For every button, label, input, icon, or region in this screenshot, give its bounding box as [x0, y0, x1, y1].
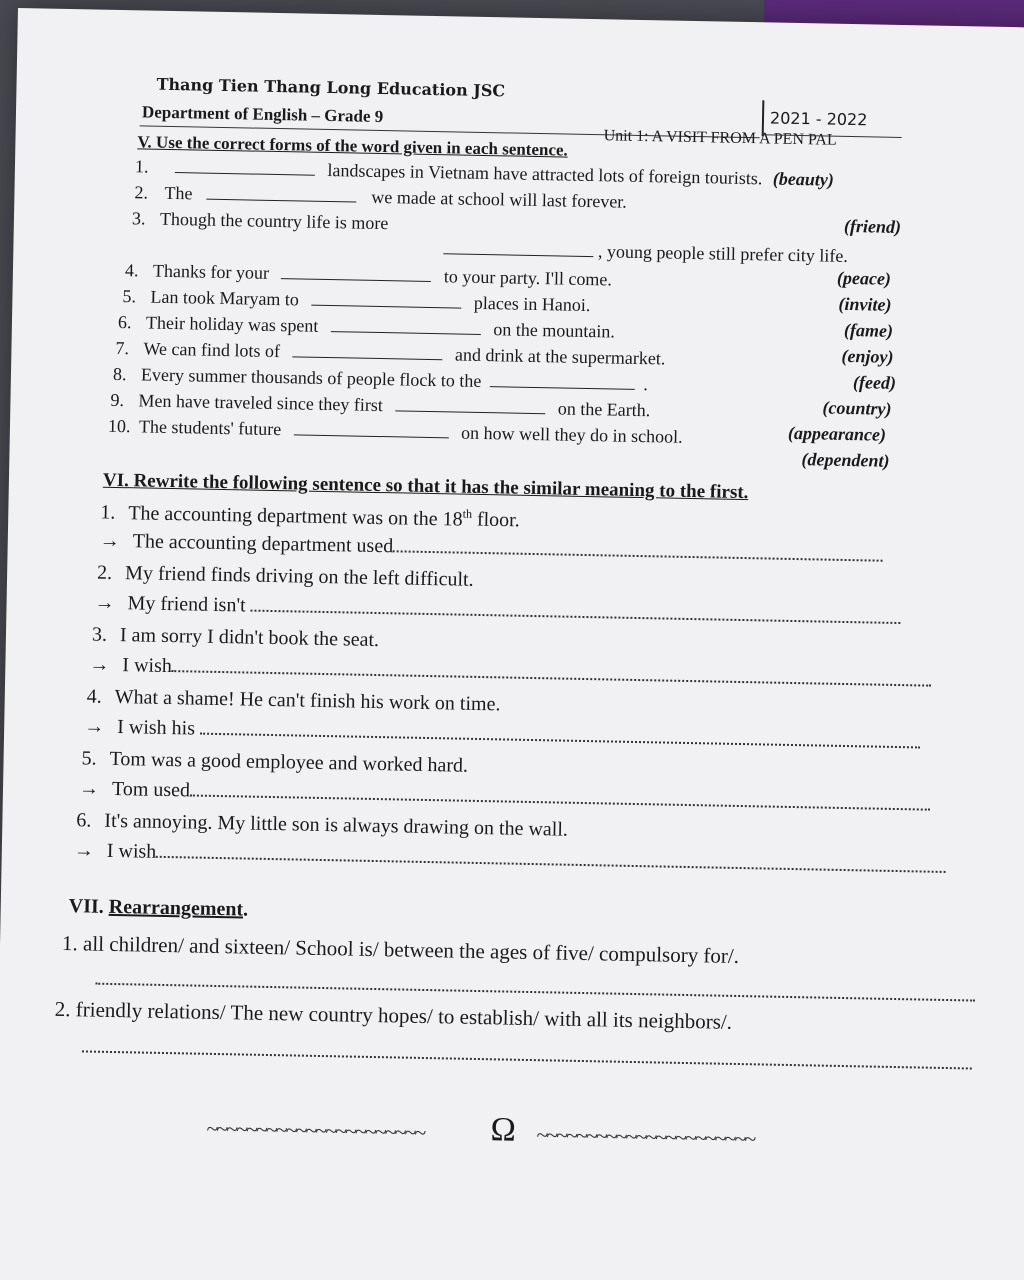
section-vii-word: Rearrangement [108, 895, 244, 921]
item-sentence: It's annoying. My little son is always drawing on the wall. [104, 809, 569, 841]
answer-line[interactable] [156, 854, 946, 873]
section-vi-title-text: VI. Rewrite the following sentence so that it has the similar meaning to the first. [102, 469, 749, 504]
item-number: 10. [107, 415, 131, 437]
word-hint: (feed) [852, 372, 897, 393]
list-item [100, 500, 520, 533]
answer-line-row [82, 1039, 972, 1074]
item-number: 2. [96, 561, 113, 584]
answer-blank[interactable] [292, 356, 442, 360]
answer-line[interactable] [251, 608, 901, 624]
word-hint: (invite) [838, 293, 892, 315]
rewrite-line [79, 777, 930, 816]
answer-line[interactable] [95, 981, 975, 1002]
list-item [125, 260, 612, 290]
item-text-before: We can find lots of [143, 338, 281, 362]
rewrite-prompt: My friend isn't [127, 592, 246, 617]
item-number: 2. [54, 996, 71, 1022]
rewrite-line [84, 715, 920, 754]
section-vi-title [103, 470, 749, 504]
item-text-after: on the Earth. [557, 398, 651, 421]
answer-blank[interactable] [395, 410, 545, 414]
item-text-before: The students' future [138, 416, 282, 440]
item-text-after: places in Hanoi. [473, 292, 591, 316]
arrow-icon: → [78, 777, 100, 800]
item-text-after: on the mountain. [493, 319, 616, 342]
item-number: 9. [110, 389, 125, 411]
answer-blank[interactable] [490, 386, 635, 390]
rewrite-prompt: The accounting department used [132, 530, 394, 558]
section-vii-title [69, 895, 249, 921]
item-text-before: Thanks for your [152, 260, 270, 283]
section-vii-suffix: . [242, 898, 249, 921]
item-text-before: Lan took Maryam to [150, 286, 300, 310]
item-number: 8. [112, 363, 127, 385]
item-sentence: What a shame! He can't finish his work on time. [114, 685, 501, 716]
answer-blank[interactable] [331, 331, 481, 335]
item-sentence: The accounting department was on the 18 [128, 501, 463, 531]
item-number: 1. [61, 931, 79, 956]
answer-line[interactable] [172, 668, 932, 687]
word-hint: (dependent) [801, 449, 890, 471]
word-hint: (friend) [843, 215, 902, 237]
item-number: 4. [86, 685, 103, 708]
item-number: 1. [134, 156, 149, 177]
answer-line[interactable] [190, 792, 930, 810]
item-number: 6. [76, 809, 92, 832]
item-text-after: to your party. I'll come. [443, 266, 613, 290]
list-item [81, 747, 468, 777]
list-item [76, 809, 568, 841]
item-number: 2. [134, 182, 149, 203]
item-number: 4. [124, 260, 139, 281]
item-text-after: , young people still prefer city life. [597, 241, 849, 266]
item-sentence: I am sorry I didn't book the seat. [119, 624, 380, 652]
answer-blank[interactable] [294, 434, 449, 438]
omega-icon: Ω [490, 1111, 517, 1149]
list-item [55, 997, 733, 1035]
answer-blank[interactable] [443, 253, 593, 257]
rewrite-line [94, 592, 900, 630]
word-hint: (beauty) [772, 168, 834, 190]
answer-blank[interactable] [175, 172, 315, 176]
word-hint: (appearance) [787, 422, 887, 445]
word-hint: (enjoy) [841, 345, 894, 367]
footer-wave-right: ~~~~~~~~~~~~~~~~~~~~~~ [536, 1122, 755, 1152]
list-item [108, 416, 683, 448]
answer-line[interactable] [200, 731, 920, 749]
item-number: 3. [131, 208, 146, 229]
department-label: Department of English – Grade 9 [141, 102, 384, 127]
word-hint: (peace) [836, 267, 892, 289]
list-item [118, 312, 615, 343]
answer-blank[interactable] [281, 278, 431, 282]
list-item [62, 931, 739, 969]
word-hint: (country) [822, 397, 892, 419]
rewrite-prompt: I wish [122, 654, 173, 678]
company-name: Thang Tien Thang Long Education JSC [156, 74, 506, 101]
answer-blank[interactable] [311, 305, 461, 309]
item-number: 6. [117, 311, 132, 333]
list-item [122, 286, 590, 316]
item-sentence: My friend finds driving on the left difficult. [124, 562, 474, 591]
word-hint: (fame) [843, 319, 894, 341]
item-number: 7. [115, 337, 130, 359]
section-v-title: V. Use the correct forms of the word given in each sentence. [137, 132, 568, 160]
arrow-icon: → [73, 839, 95, 862]
item-text: all children/ and sixteen/ School is/ between the ages of five/ compulsory for/. [82, 931, 740, 969]
answer-line[interactable] [393, 548, 883, 561]
footer-wave-left: ~~~~~~~~~~~~~~~~~~~~~~ [206, 1115, 425, 1146]
item-text-after: on how well they do in school. [460, 422, 683, 447]
answer-line[interactable] [82, 1048, 972, 1069]
arrow-icon: → [99, 529, 120, 553]
item-text-after: and drink at the supermarket. [454, 344, 666, 369]
arrow-icon: → [89, 653, 110, 676]
worksheet-page [0, 8, 1024, 1280]
arrow-icon: → [94, 591, 115, 614]
rewrite-line [100, 530, 884, 568]
rewrite-prompt: I wish his [117, 716, 196, 740]
rewrite-line [89, 653, 932, 692]
item-text-before: Though the country life is more [159, 208, 389, 234]
rewrite-line [74, 839, 947, 879]
item-number: 5. [81, 747, 97, 770]
item-text-before: The [164, 182, 193, 204]
list-item [97, 562, 474, 592]
item-text-before: Every summer thousands of people flock to the [140, 364, 482, 391]
item-text-after: . [643, 374, 649, 395]
item-text-before: Their holiday was spent [145, 312, 319, 336]
item-text-after: we made at school will last forever. [371, 186, 627, 212]
rewrite-prompt: Tom used [111, 777, 191, 802]
item-sentence-end: floor. [471, 508, 520, 532]
section-vii-prefix: VII. [68, 895, 104, 918]
list-item [92, 624, 379, 653]
list-item [134, 182, 627, 212]
unit-title: Unit 1: A VISIT FROM A PEN PAL [603, 127, 837, 149]
item-number: 5. [122, 286, 137, 307]
item-number: 3. [91, 623, 108, 646]
item-text-after: landscapes in Vietnam have attracted lots of foreign tourists. [327, 159, 763, 189]
school-year: 2021 - 2022 [769, 108, 868, 130]
item-sentence: Tom was a good employee and worked hard. [109, 747, 469, 777]
item-text: friendly relations/ The new country hopes/ to establish/ with all its neighbors/. [75, 997, 733, 1034]
list-item [132, 208, 389, 234]
list-item-cont [443, 238, 848, 267]
answer-blank[interactable] [207, 199, 357, 203]
arrow-icon: → [84, 715, 105, 738]
item-text-before: Men have traveled since they first [138, 390, 384, 416]
rewrite-prompt: I wish [106, 839, 157, 863]
item-sentence-sup: th [462, 506, 473, 521]
item-number: 1. [100, 501, 116, 524]
list-item [87, 685, 501, 716]
